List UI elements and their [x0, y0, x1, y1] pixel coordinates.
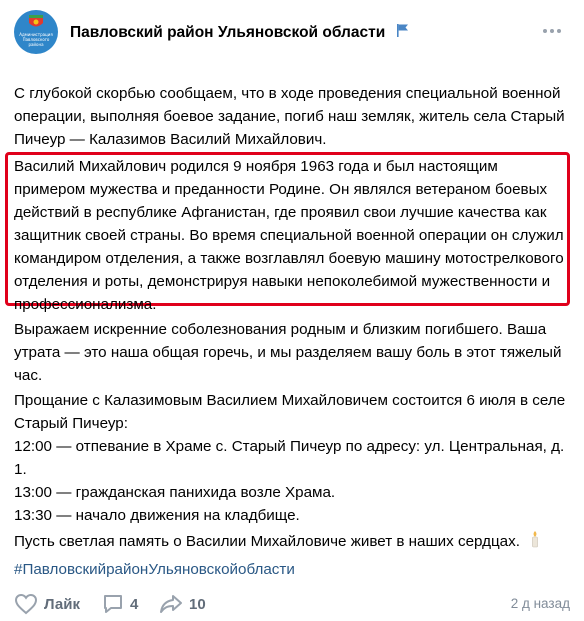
- share-icon: [159, 593, 183, 615]
- post-timestamp[interactable]: 2 д назад: [510, 596, 570, 611]
- community-title[interactable]: [70, 23, 409, 42]
- like-button[interactable]: [14, 590, 80, 618]
- candle-icon: [530, 531, 540, 548]
- heart-icon: [14, 593, 38, 615]
- schedule-item: 13:30 — начало движения на кладбище.: [14, 507, 300, 524]
- share-button[interactable]: [159, 590, 206, 618]
- more-options-icon[interactable]: [542, 28, 562, 34]
- post-paragraph-condolences: Выражаем искренние соболезнования родным и близким погибшего. Ваша утрата — это наша общая горечь, и мы разделяем вашу боль в этот тяжелый час.: [14, 321, 562, 384]
- schedule-item: 12:00 — отпевание в Храме с. Старый Пичеур по адресу: ул. Центральная, д. 1.: [14, 438, 565, 478]
- post-header: [14, 10, 570, 56]
- post-actions: [14, 590, 570, 618]
- shares-count: 10: [189, 595, 206, 613]
- avatar-text: Администрация Павловского района: [19, 32, 53, 47]
- farewell-intro: Прощание с Калазимовым Василием Михайловичем состоится 6 июля в селе Старый Пичеур:: [14, 392, 566, 432]
- comment-button[interactable]: [102, 590, 138, 618]
- memory-text: Пусть светлая память о Василии Михайловиче живет в наших сердцах.: [14, 533, 520, 550]
- comment-icon: [102, 593, 124, 615]
- post-paragraph-biography: Василий Михайлович родился 9 ноября 1963 года и был настоящим примером мужества и преданности Родине. Он являлся ветераном боевых действий в республике Афганистан, где проявил свои лучшие качества как защитник своей страны. Во время специальной военной операции он служил командиром отделения, а также возглавлял боевую машину мотострелкового отделения и роты, демонстрируя навыки непоколебимой мужественности и профессионализма.: [14, 158, 564, 313]
- coat-of-arms-icon: [27, 14, 45, 30]
- community-name[interactable]: Павловский район Ульяновской области: [70, 24, 386, 41]
- comments-count: 4: [130, 595, 139, 613]
- post-paragraph-memory: [14, 530, 572, 553]
- like-label: Лайк: [44, 595, 80, 613]
- community-avatar[interactable]: [14, 10, 58, 54]
- schedule-item: 13:00 — гражданская панихида возле Храма.: [14, 484, 336, 501]
- verified-flag-icon: [396, 23, 409, 38]
- hashtag-link[interactable]: #ПавловскийрайонУльяновскойобласти: [14, 561, 295, 578]
- post-paragraph-intro: С глубокой скорбью сообщаем, что в ходе проведения специальной военной операции, выполняя боевое задание, погиб наш земляк, житель села Старый Пичеур — Калазимов Василий Михайлович.: [14, 85, 565, 148]
- post-paragraph-farewell: [14, 389, 572, 527]
